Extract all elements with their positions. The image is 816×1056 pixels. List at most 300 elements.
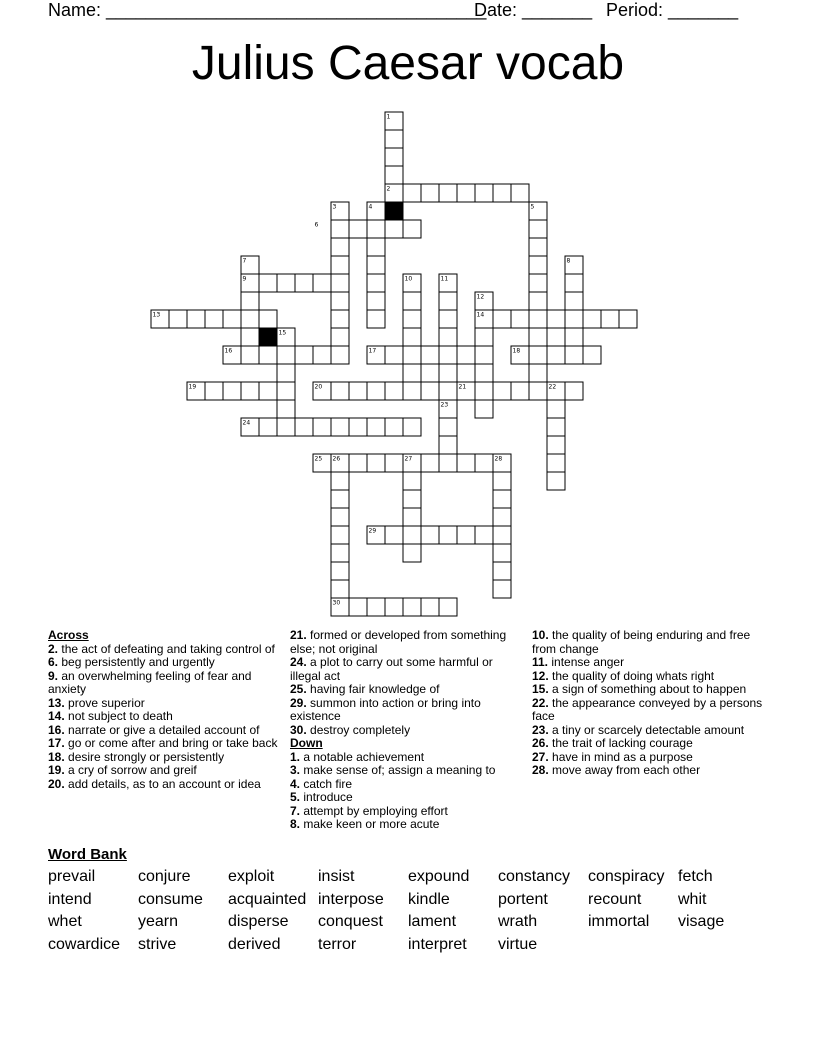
crossword-square[interactable] <box>439 328 457 346</box>
word-bank-item: whet <box>48 913 82 931</box>
crossword-square[interactable] <box>223 310 241 328</box>
crossword-square[interactable] <box>529 382 547 400</box>
crossword-square[interactable] <box>169 310 187 328</box>
clue-text: prove superior <box>68 695 145 710</box>
crossword-square[interactable] <box>403 220 421 238</box>
clue-text: a notable achievement <box>303 749 425 764</box>
clue-number-label: 18 <box>512 347 521 355</box>
crossword-square[interactable] <box>331 310 349 328</box>
clue-number-label: 22 <box>548 383 557 391</box>
crossword-square[interactable] <box>259 346 277 364</box>
word-bank-item: visage <box>678 913 725 931</box>
crossword-square[interactable] <box>367 274 385 292</box>
clue-number-label: 10 <box>404 275 413 283</box>
crossword-square[interactable] <box>367 256 385 274</box>
clue-text: an overwhelming feeling of fear and anxiety <box>48 668 252 696</box>
clue-text: not subject to death <box>68 709 173 723</box>
clue-text: catch fire <box>303 776 353 791</box>
blocked-square <box>385 202 403 220</box>
clue-number: 21. <box>290 628 307 642</box>
crossword-square[interactable] <box>241 310 259 328</box>
word-bank-item: interpose <box>318 890 384 908</box>
crossword-square[interactable] <box>403 598 421 616</box>
clue-number-label: 20 <box>314 383 323 391</box>
crossword-square[interactable] <box>205 382 223 400</box>
clue-text: make sense of; assign a meaning to <box>303 763 496 777</box>
clues-column-2 <box>290 629 522 832</box>
clue-text: the quality of being enduring and free from change <box>532 628 751 656</box>
clue-number: 19. <box>48 763 65 777</box>
word-bank-item: exploit <box>228 868 275 885</box>
crossword-square[interactable] <box>529 220 547 238</box>
crossword-square[interactable] <box>349 418 367 436</box>
crossword-square[interactable] <box>241 328 259 346</box>
clue-number-label: 3 <box>332 203 337 211</box>
clue-text: introduce <box>303 790 353 804</box>
clue-number-label: 14 <box>476 311 485 319</box>
crossword-square[interactable] <box>529 274 547 292</box>
clue-text: add details, as to an account or idea <box>68 776 261 791</box>
clue-number-label: 13 <box>152 311 161 319</box>
crossword-square[interactable] <box>205 310 223 328</box>
crossword-square[interactable] <box>403 328 421 346</box>
clue-number-label: 8 <box>566 257 571 265</box>
clue-text: a tiny or scarcely detectable amount <box>552 722 745 737</box>
clue-number: 27. <box>532 749 549 764</box>
clue-number: 24. <box>290 655 307 669</box>
clue-text: intense anger <box>551 655 625 669</box>
clue-number: 1. <box>290 749 301 764</box>
clue-item <box>290 805 522 819</box>
clue-item <box>290 791 522 805</box>
clue-item <box>290 818 522 832</box>
crossword-square[interactable] <box>241 346 259 364</box>
crossword-square[interactable] <box>493 508 511 526</box>
clue-number-label: 6 <box>314 221 319 229</box>
crossword-square[interactable] <box>475 454 493 472</box>
crossword-square[interactable] <box>439 526 457 544</box>
crossword-square[interactable] <box>565 382 583 400</box>
clue-number-label: 16 <box>224 347 233 355</box>
crossword-square[interactable] <box>547 472 565 490</box>
crossword-square[interactable] <box>619 310 637 328</box>
crossword-square[interactable] <box>547 310 565 328</box>
clue-text: the trait of lacking courage <box>552 736 693 750</box>
crossword-square[interactable] <box>565 346 583 364</box>
clue-number: 9. <box>48 668 59 683</box>
crossword-square[interactable] <box>421 184 439 202</box>
crossword-square[interactable] <box>439 310 457 328</box>
crossword-square[interactable] <box>403 346 421 364</box>
crossword-square[interactable] <box>385 346 403 364</box>
word-bank-item: constancy <box>498 868 571 885</box>
clue-text: go or come after and bring or take back <box>68 736 278 750</box>
crossword-square[interactable] <box>421 382 439 400</box>
crossword-square[interactable] <box>331 328 349 346</box>
crossword-square[interactable] <box>331 256 349 274</box>
clue-number: 6. <box>48 655 59 669</box>
crossword-square[interactable] <box>367 598 385 616</box>
crossword-square[interactable] <box>385 148 403 166</box>
crossword-square[interactable] <box>259 310 277 328</box>
clue-number: 29. <box>290 695 307 710</box>
word-bank-item: yearn <box>138 913 179 931</box>
crossword-square[interactable] <box>295 346 313 364</box>
clue-number: 22. <box>532 695 549 710</box>
clue-text: attempt by employing effort <box>303 803 448 818</box>
crossword-square[interactable] <box>385 526 403 544</box>
crossword-square[interactable] <box>565 328 583 346</box>
clue-number: 14. <box>48 709 65 723</box>
crossword-square[interactable] <box>403 544 421 562</box>
crossword-square[interactable] <box>331 490 349 508</box>
crossword-square[interactable] <box>331 274 349 292</box>
clue-item <box>48 710 280 724</box>
crossword-square[interactable] <box>583 310 601 328</box>
crossword-square[interactable] <box>277 346 295 364</box>
crossword-square[interactable] <box>385 418 403 436</box>
crossword-square[interactable] <box>547 436 565 454</box>
clue-number: 8. <box>290 817 301 831</box>
crossword-square[interactable] <box>331 562 349 580</box>
clue-item <box>290 724 522 738</box>
crossword-square[interactable] <box>331 346 349 364</box>
crossword-square[interactable] <box>457 346 475 364</box>
crossword-square[interactable] <box>403 310 421 328</box>
crossword-square[interactable] <box>331 580 349 598</box>
crossword-square[interactable] <box>565 274 583 292</box>
crossword-square[interactable] <box>349 454 367 472</box>
crossword-square[interactable] <box>331 238 349 256</box>
clue-number-label: 5 <box>530 203 535 211</box>
crossword-square[interactable] <box>421 454 439 472</box>
clue-number: 16. <box>48 722 65 737</box>
crossword-square[interactable] <box>313 274 331 292</box>
clue-item <box>290 751 522 765</box>
clue-number: 10. <box>532 628 549 642</box>
crossword-square[interactable] <box>565 292 583 310</box>
crossword-square[interactable] <box>493 580 511 598</box>
crossword-square[interactable] <box>403 382 421 400</box>
crossword-square[interactable] <box>439 436 457 454</box>
clue-item <box>48 778 280 792</box>
clue-number: 18. <box>48 749 65 764</box>
clue-number: 28. <box>532 763 549 777</box>
clue-text: move away from each other <box>552 763 701 777</box>
crossword-square[interactable] <box>529 292 547 310</box>
clue-item <box>532 764 772 778</box>
crossword-square[interactable] <box>529 346 547 364</box>
crossword-square[interactable] <box>475 400 493 418</box>
clue-item <box>532 629 772 656</box>
crossword-square[interactable] <box>241 382 259 400</box>
clue-text: a plot to carry out some harmful or illegal act <box>290 655 493 683</box>
clue-text: summon into action or bring into existence <box>290 695 481 723</box>
clue-item <box>48 656 280 670</box>
word-bank-item: disperse <box>228 913 289 931</box>
crossword-square[interactable] <box>493 382 511 400</box>
down-heading: Down <box>290 736 323 750</box>
crossword-square[interactable] <box>367 220 385 238</box>
crossword-square[interactable] <box>403 526 421 544</box>
word-bank-item: virtue <box>498 936 538 954</box>
crossword-square[interactable] <box>493 472 511 490</box>
crossword-square[interactable] <box>475 526 493 544</box>
crossword-square[interactable] <box>277 364 295 382</box>
clue-text: narrate or give a detailed account of <box>68 722 260 737</box>
crossword-square[interactable] <box>331 292 349 310</box>
clue-number-label: 30 <box>332 599 341 607</box>
crossword-square[interactable] <box>385 166 403 184</box>
crossword-square[interactable] <box>277 274 295 292</box>
crossword-square[interactable] <box>187 310 205 328</box>
crossword-square[interactable] <box>529 310 547 328</box>
clue-number-label: 12 <box>476 293 485 301</box>
crossword-square[interactable] <box>421 346 439 364</box>
crossword-square[interactable] <box>367 292 385 310</box>
crossword-square[interactable] <box>367 310 385 328</box>
page-title: Julius Caesar vocab <box>191 37 625 90</box>
clues-column-1 <box>48 629 280 791</box>
clue-item <box>290 764 522 778</box>
crossword-square[interactable] <box>421 526 439 544</box>
crossword-square[interactable] <box>565 310 583 328</box>
clue-number-label: 15 <box>278 329 287 337</box>
across-heading: Across <box>48 628 89 642</box>
crossword-square[interactable] <box>439 346 457 364</box>
word-bank-item: expound <box>408 868 470 885</box>
crossword-square[interactable] <box>529 364 547 382</box>
clue-number-label: 1 <box>386 113 391 121</box>
clue-number-label: 27 <box>404 455 413 463</box>
clue-item <box>290 697 522 724</box>
period-field-label: Period: _______ <box>606 0 739 20</box>
clue-number: 3. <box>290 763 301 777</box>
clue-item <box>532 751 772 765</box>
clue-number-label: 7 <box>242 257 247 265</box>
crossword-square[interactable] <box>331 526 349 544</box>
crossword-square[interactable] <box>313 418 331 436</box>
crossword-square[interactable] <box>493 310 511 328</box>
clue-number: 25. <box>290 682 307 696</box>
crossword-square[interactable] <box>547 454 565 472</box>
clue-number: 5. <box>290 790 301 804</box>
crossword-square[interactable] <box>223 382 241 400</box>
clue-number: 26. <box>532 736 549 750</box>
clue-item <box>532 697 772 724</box>
clue-number-label: 25 <box>314 455 323 463</box>
crossword-square[interactable] <box>277 418 295 436</box>
crossword-square[interactable] <box>457 526 475 544</box>
clue-text: desire strongly or persistently <box>68 749 225 764</box>
word-bank-item: acquainted <box>228 890 307 908</box>
clue-number-label: 26 <box>332 455 341 463</box>
crossword-square[interactable] <box>475 382 493 400</box>
clue-item <box>48 737 280 751</box>
crossword-square[interactable] <box>331 472 349 490</box>
clue-text: formed or developed from something else; not original <box>290 628 507 656</box>
clue-text: the act of defeating and taking control of <box>61 641 275 656</box>
clue-item <box>48 643 280 657</box>
clue-number-label: 24 <box>242 419 251 427</box>
clue-item <box>532 724 772 738</box>
word-bank-item: whit <box>678 890 707 908</box>
clue-number: 2. <box>48 641 59 656</box>
clue-number-label: 4 <box>368 203 373 211</box>
name-field-label: Name: ______________________________________ <box>48 0 487 20</box>
word-bank-item: interpret <box>408 936 467 954</box>
crossword-square[interactable] <box>493 562 511 580</box>
word-bank-item: conspiracy <box>588 868 665 885</box>
crossword-square[interactable] <box>439 418 457 436</box>
crossword-square[interactable] <box>385 130 403 148</box>
crossword-square[interactable] <box>259 274 277 292</box>
clue-item <box>532 656 772 670</box>
clue-text: destroy completely <box>310 722 411 737</box>
clue-item <box>532 737 772 751</box>
crossword-square[interactable] <box>331 382 349 400</box>
crossword-square[interactable] <box>421 598 439 616</box>
crossword-square[interactable] <box>439 364 457 382</box>
crossword-square[interactable] <box>385 220 403 238</box>
clue-number: 23. <box>532 722 549 737</box>
clue-number: 15. <box>532 682 549 696</box>
crossword-square[interactable] <box>313 346 331 364</box>
crossword-square[interactable] <box>529 256 547 274</box>
clue-item <box>48 764 280 778</box>
crossword-square[interactable] <box>295 274 313 292</box>
crossword-square[interactable] <box>403 508 421 526</box>
clue-item <box>532 683 772 697</box>
clue-number-label: 17 <box>368 347 377 355</box>
crossword-square[interactable] <box>295 418 313 436</box>
crossword-square[interactable] <box>331 544 349 562</box>
crossword-square[interactable] <box>439 382 457 400</box>
crossword-square[interactable] <box>349 220 367 238</box>
clue-number-label: 23 <box>440 401 449 409</box>
clue-item <box>290 629 522 656</box>
crossword-square[interactable] <box>511 382 529 400</box>
crossword-square[interactable] <box>529 238 547 256</box>
crossword-square[interactable] <box>475 184 493 202</box>
clue-item <box>532 670 772 684</box>
crossword-square[interactable] <box>601 310 619 328</box>
crossword-square[interactable] <box>367 454 385 472</box>
crossword-square[interactable] <box>367 418 385 436</box>
clue-item <box>290 656 522 683</box>
word-bank-item: conjure <box>138 868 191 885</box>
clue-item <box>48 724 280 738</box>
crossword-square[interactable] <box>511 184 529 202</box>
crossword-square[interactable] <box>259 418 277 436</box>
crossword-square[interactable] <box>493 544 511 562</box>
crossword-square[interactable] <box>349 382 367 400</box>
crossword-square[interactable] <box>331 418 349 436</box>
crossword-square[interactable] <box>439 454 457 472</box>
crossword-square[interactable] <box>403 292 421 310</box>
word-bank-item: portent <box>498 890 548 908</box>
crossword-square[interactable] <box>277 400 295 418</box>
crossword-square[interactable] <box>241 292 259 310</box>
clue-number: 7. <box>290 803 301 818</box>
word-bank-item: strive <box>138 936 177 954</box>
crossword-square[interactable] <box>403 184 421 202</box>
clue-number-label: 29 <box>368 527 377 535</box>
crossword-square[interactable] <box>475 364 493 382</box>
crossword-square[interactable] <box>385 454 403 472</box>
crossword-square[interactable] <box>403 472 421 490</box>
crossword-square[interactable] <box>349 598 367 616</box>
crossword-square[interactable] <box>547 418 565 436</box>
crossword-square[interactable] <box>529 328 547 346</box>
word-bank-item: consume <box>138 890 203 908</box>
crossword-square[interactable] <box>493 184 511 202</box>
crossword-square[interactable] <box>331 508 349 526</box>
crossword-square[interactable] <box>475 328 493 346</box>
clue-number: 30. <box>290 722 307 737</box>
crossword-square[interactable] <box>385 382 403 400</box>
crossword-square[interactable] <box>547 400 565 418</box>
crossword-square[interactable] <box>457 184 475 202</box>
clue-number-label: 2 <box>386 185 391 193</box>
word-bank-item: terror <box>318 936 357 954</box>
crossword-square[interactable] <box>511 310 529 328</box>
clue-item <box>290 683 522 697</box>
crossword-square[interactable] <box>583 346 601 364</box>
clue-text: a cry of sorrow and greif <box>68 763 197 777</box>
clue-item <box>48 670 280 697</box>
clue-text: have in mind as a purpose <box>552 749 693 764</box>
crossword-square[interactable] <box>547 346 565 364</box>
crossword-square[interactable] <box>277 382 295 400</box>
word-bank-title: Word Bank <box>48 846 127 863</box>
crossword-square[interactable] <box>493 490 511 508</box>
clue-text: a sign of something about to happen <box>552 682 747 696</box>
clue-text: the appearance conveyed by a persons face <box>532 695 763 723</box>
clue-number-label: 11 <box>440 275 449 283</box>
crossword-square[interactable] <box>475 346 493 364</box>
word-bank-item: conquest <box>318 913 383 931</box>
date-field-label: Date: _______ <box>474 0 593 20</box>
clue-number-label: 19 <box>188 383 197 391</box>
clue-number-label: 21 <box>458 383 467 391</box>
crossword-square[interactable] <box>439 292 457 310</box>
word-bank-item: insist <box>318 868 355 885</box>
word-bank-item: wrath <box>498 913 538 931</box>
crossword-square[interactable] <box>367 238 385 256</box>
clue-number: 4. <box>290 776 301 791</box>
crossword-square[interactable] <box>457 454 475 472</box>
crossword-square[interactable] <box>259 382 277 400</box>
word-bank-item: immortal <box>588 913 650 931</box>
crossword-square[interactable] <box>385 598 403 616</box>
crossword-square[interactable] <box>439 598 457 616</box>
clue-number-label: 9 <box>242 275 247 283</box>
clue-number: 17. <box>48 736 65 750</box>
crossword-square[interactable] <box>331 220 349 238</box>
crossword-square[interactable] <box>493 526 511 544</box>
crossword-square[interactable] <box>439 184 457 202</box>
crossword-square[interactable] <box>367 382 385 400</box>
clue-item <box>48 751 280 765</box>
word-bank-item: derived <box>228 936 281 954</box>
word-bank-item: fetch <box>678 868 713 885</box>
crossword-square[interactable] <box>403 418 421 436</box>
crossword-square[interactable] <box>403 364 421 382</box>
clues-column-3 <box>532 629 772 778</box>
crossword-square[interactable] <box>403 490 421 508</box>
clue-number: 11. <box>532 655 549 669</box>
